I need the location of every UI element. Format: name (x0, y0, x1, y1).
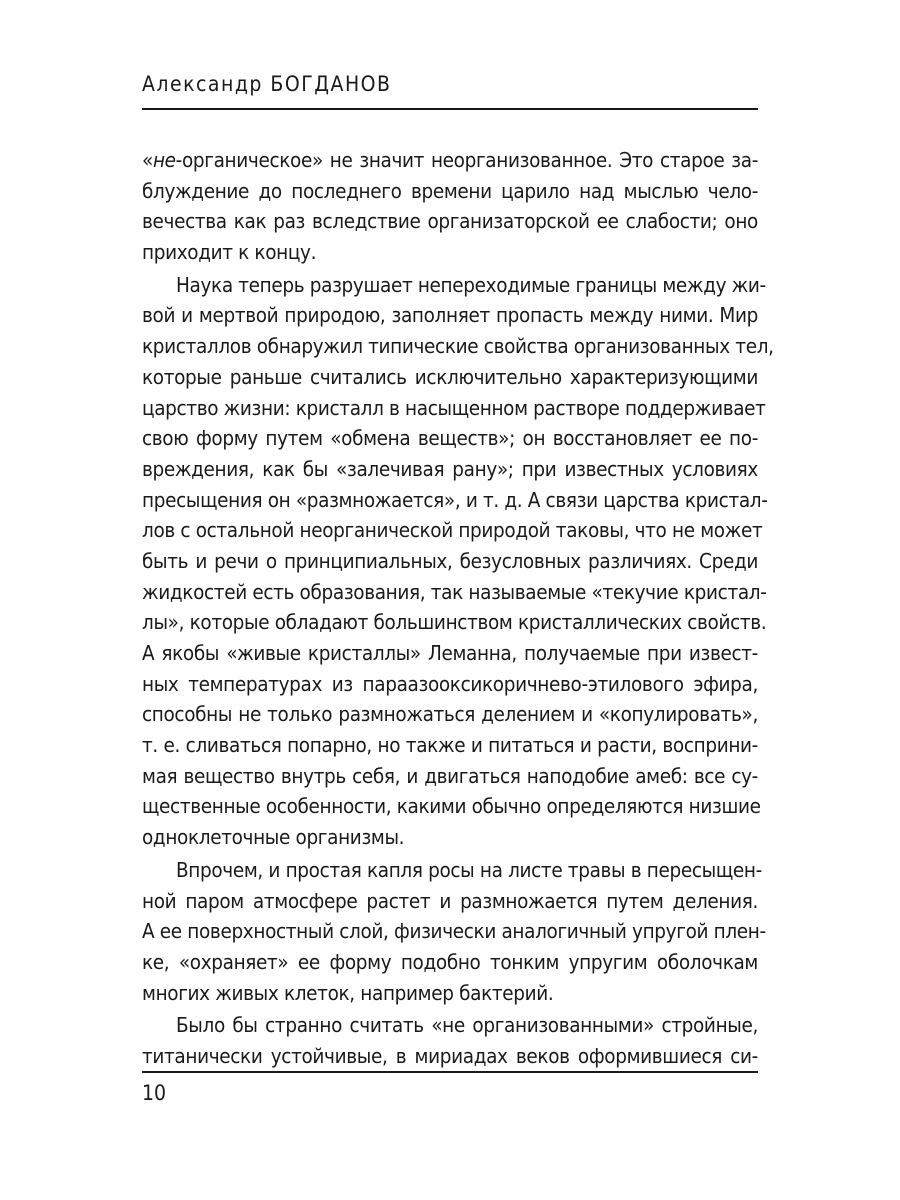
text-line: пресыщения он «размножается», и т. д. А связи царства кристал- (142, 487, 768, 512)
text-line: блуждение до последнего времени царило над мыслью чело- (142, 178, 758, 203)
text-line: щественные особенности, какими обычно определяются низшие (142, 794, 761, 819)
header-rule (142, 108, 758, 110)
paragraph (142, 145, 758, 268)
text-line: титанически устойчивые, в мириадах веков оформившиеся си- (142, 1043, 758, 1068)
text-line: одноклеточные организмы. (142, 825, 405, 850)
emphasis: не (152, 148, 176, 172)
text-line: жидкостей есть образования, так называемые «текучие кристал- (142, 579, 767, 604)
text-line: свою форму путем «обмена веществ»; он восстановляет ее по- (142, 426, 758, 451)
text-line: лы», которые обладают большинством кристаллических свойств. (142, 610, 767, 635)
text-line: ке, «охраняет» ее форму подобно тонким упругим оболочкам (142, 949, 758, 974)
text-line: А якобы «живые кристаллы» Леманна, получаемые при извест- (142, 641, 758, 665)
page-number: 10 (142, 1081, 167, 1105)
text-line: А ее поверхностный слой, физически аналогичный упругой плен- (142, 919, 766, 944)
text-line: быть и речи о принципиальных, безусловных различиях. Среди (142, 548, 758, 573)
running-head: Александр БОГДАНОВ (142, 72, 392, 96)
body-text (142, 145, 774, 1072)
text-line: мая вещество внутрь себя, и двигаться наподобие амеб: все су- (142, 763, 758, 788)
text-line: Впрочем, и простая капля росы на листе травы в пересыщен- (176, 857, 762, 882)
text-line: кристаллов обнаружил типические свойства организованных тел, (142, 334, 774, 359)
paragraph (142, 1010, 758, 1071)
paragraph (142, 855, 766, 1008)
text-line: т. е. сливаться попарно, но также и питаться и расти, восприни- (142, 733, 758, 758)
paragraph (142, 270, 774, 853)
text-line: вечества как раз вследствие организаторской ее слабости; оно (142, 209, 758, 234)
text-line: вреждения, как бы «залечивая рану»; при известных условиях (142, 456, 758, 481)
text-line: царство жизни: кристалл в насыщенном растворе поддерживает (142, 395, 766, 420)
text-line: «не-органическое» не значит неорганизованное. Это старое за- (142, 148, 758, 172)
text-line: способны не только размножаться делением и «копулировать», (142, 702, 758, 727)
text-line: вой и мертвой природою, заполняет пропасть между ними. Мир (142, 303, 758, 328)
text-line: лов с остальной неорганической природой таковы, что не может (142, 518, 763, 543)
text-line: многих живых клеток, например бактерий. (142, 980, 554, 1005)
text-line: которые раньше считались исключительно характеризующими (142, 364, 758, 389)
text-line: Наука теперь разрушает непереходимые границы между жи- (176, 272, 766, 297)
footer-rule (142, 1071, 758, 1073)
text-line: ной паром атмосфере растет и размножается путем деления. (142, 888, 758, 913)
text-line: приходит к концу. (142, 240, 317, 265)
text-line: ных температурах из параазооксикоричнево-этилового эфира, (142, 671, 758, 696)
text-line: Было бы странно считать «не организованными» стройные, (176, 1013, 758, 1038)
